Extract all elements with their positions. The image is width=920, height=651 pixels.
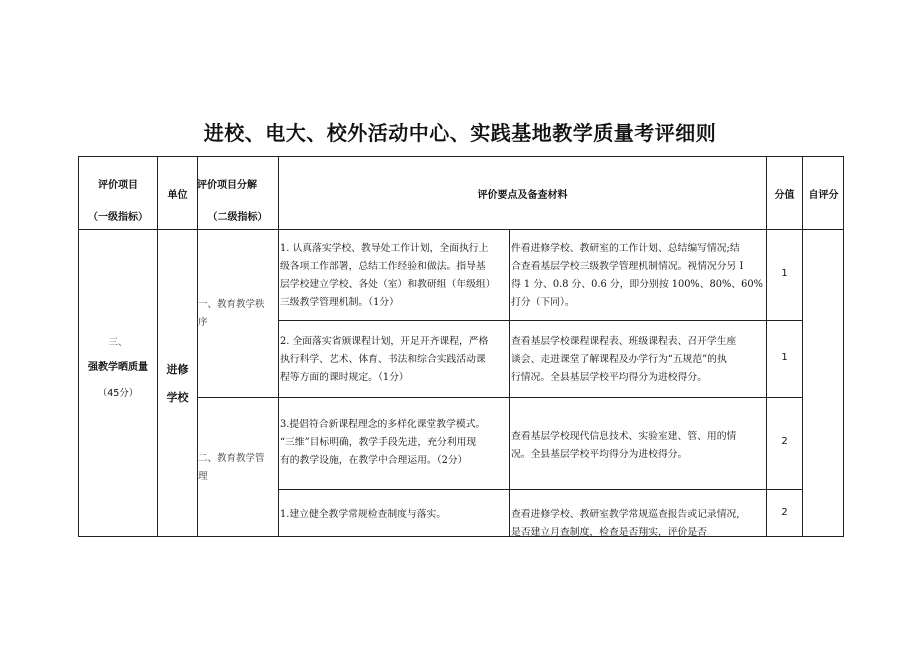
header-level1 [79, 170, 157, 234]
header-level2-label: 评价项目分解 [197, 180, 257, 191]
group-divider [197, 397, 803, 398]
text-line: 查看基层学校现代信息技术、实验室建、管、用的情 [511, 431, 737, 442]
table-row-4-check [511, 506, 766, 542]
text-line: 1.建立健全教学常规检查制度与落实。 [280, 509, 447, 520]
table-row-2-check [511, 333, 766, 387]
level1-cell [79, 333, 157, 405]
text-line: 层学校建立学校、各处（室）和教研组（年级组） [280, 279, 496, 290]
header-level1-sub: （一级指标） [88, 212, 148, 223]
text-line: 是否建立月查制度，检查是否翔实，评价是否 [511, 527, 707, 538]
header-unit: 单位 [167, 190, 188, 201]
header-level2-sub: （二级指标） [207, 212, 268, 223]
level2-item-2 [198, 450, 278, 486]
col-line-5 [766, 156, 767, 537]
col-line-4 [509, 230, 510, 537]
text-line: 程等方面的课时规定。（1分） [280, 372, 409, 383]
page-title: 进校、电大、校外活动中心、实践基地教学质量考评细则 [203, 121, 717, 145]
text-line: “三维”目标明确，教学手段先进，充分利用现 [280, 437, 477, 448]
table-row-3-score: 2 [781, 436, 788, 447]
level2-item-2-line2: 理 [198, 471, 208, 482]
table-border-top [78, 156, 844, 157]
text-line: 况。全县基层学校平均得分为进校得分。 [511, 449, 688, 460]
header-criteria: 评价要点及备查材料 [477, 190, 568, 201]
row-divider-1 [278, 320, 803, 321]
text-line: 谈会、走进课堂了解课程及办学行为“五规范”的执 [511, 354, 727, 365]
row-divider-3 [278, 489, 803, 490]
col-line-6 [802, 156, 803, 537]
table-row-4-score: 2 [781, 507, 788, 518]
table-row-2-score: 1 [781, 352, 788, 363]
table-row-1-score: 1 [781, 268, 788, 279]
unit-name-line1: 进修 [166, 363, 189, 376]
text-line: 行情况。全县基层学校平均得分为进校得分。 [511, 372, 707, 383]
header-bottom-line [78, 229, 844, 230]
table-row-4-requirement [280, 506, 509, 524]
unit-name-line2: 学校 [166, 391, 189, 404]
text-line: 1. 认真落实学校、教导处工作计划，全面执行上 [280, 243, 489, 254]
text-line: 打分（下同）。 [511, 297, 575, 308]
header-level2 [197, 170, 278, 234]
table-row-1-check [511, 240, 766, 312]
text-line: 有的教学设施，在教学中合理运用。（2分） [280, 455, 468, 466]
text-line: 查看基层学校课程课程表、班级课程表、召开学生座 [511, 336, 737, 347]
header-score: 分值 [774, 190, 795, 201]
text-line: 3.提倡符合新课程理念的多样化课堂教学模式。 [280, 419, 486, 430]
text-line: 执行科学、艺术、体育、书法和综合实践活动课 [280, 354, 486, 365]
table-row-2-requirement [280, 333, 509, 387]
level1-points: （45分） [97, 388, 139, 399]
table-row-3-requirement [280, 416, 509, 470]
level2-item-1-line1: 一、教育教学秩 [198, 299, 265, 310]
text-line: 2. 全面落实省颁课程计划，开足开齐课程，严格 [280, 336, 489, 347]
header-self-score: 自评分 [808, 190, 839, 201]
header-level1-label: 评价项目 [98, 180, 138, 191]
table-border-right [843, 156, 844, 537]
text-line: 件看进修学校、教研室的工作计划、总结编写情况;结 [511, 243, 740, 254]
text-line: 级各项工作部署，总结工作经验和做法。指导基 [280, 261, 486, 272]
col-line-1 [157, 156, 158, 537]
table-row-3-check [511, 428, 766, 464]
unit-cell [158, 356, 197, 412]
text-line: 得 1 分、0.8 分、0.6 分，即分别按 100%、80%、60% [511, 279, 763, 290]
level2-item-1-line2: 序 [198, 317, 208, 328]
col-line-3 [278, 156, 279, 537]
table-row-1-requirement [280, 240, 509, 312]
level1-number: 三、 [108, 337, 128, 348]
text-line: 合查看基层学校三级教学管理机制情况。视情况分另 I [511, 261, 744, 272]
level1-name: 强教学晒质量 [88, 362, 148, 373]
text-line: 查看进修学校、教研室教学常规巡查报告或记录情况, [511, 509, 740, 520]
level2-item-2-line1: 二、教育教学管 [198, 453, 265, 464]
level2-item-1 [198, 296, 278, 332]
text-line: 三级教学管理机制。（1分） [280, 297, 399, 308]
